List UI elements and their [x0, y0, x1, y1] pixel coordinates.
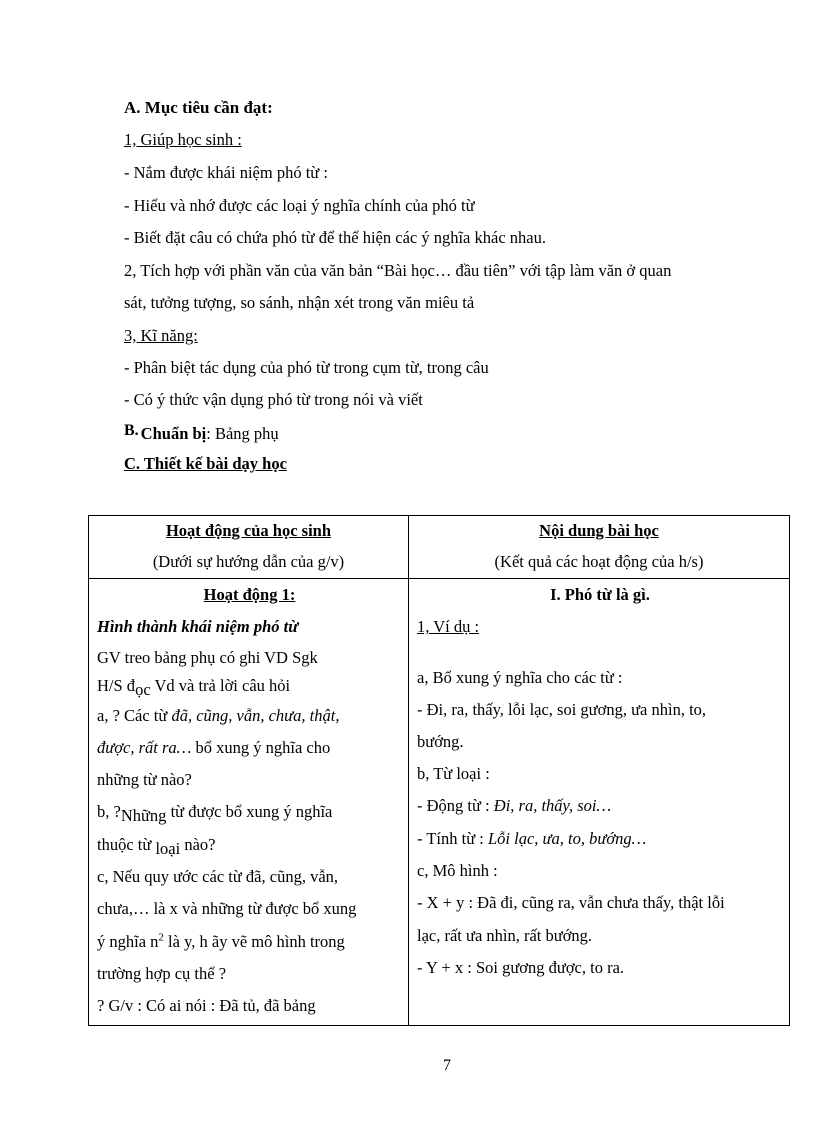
- qa-text: a, ? Các từ: [97, 705, 172, 725]
- qc-text: là y, h ãy vẽ mô hình trong: [163, 931, 345, 951]
- a-line1: - Đi, ra, thấy, lỗi lạc, soi gương, ưa nhìn, to,: [417, 699, 707, 719]
- lesson-content-cell: [409, 579, 790, 1026]
- question-c-line2: chưa,… là x và những từ được bổ xung: [97, 899, 357, 919]
- table-body-row: [89, 579, 790, 1026]
- qb-text: Những: [120, 806, 167, 826]
- qb-text: b, ?: [97, 802, 121, 822]
- hs-line: [97, 672, 402, 700]
- qc-text: ý nghĩa n: [97, 931, 159, 951]
- integrate-line: 2, Tích hợp với phần văn của văn bản “Bài học… đầu tiên” với tập làm văn ở quan: [124, 261, 672, 280]
- question-a-line3: những từ nào?: [97, 770, 192, 790]
- qa-italic: đã, cũng, vẫn, chưa, thật,: [171, 705, 340, 725]
- activity-title: Hoạt động 1:: [203, 585, 296, 604]
- left-header-cell: [89, 516, 409, 579]
- question-b-line1: [97, 796, 402, 828]
- right-header-sub: (Kết quả các hoạt động của h/s): [494, 552, 704, 571]
- a-title: a, Bổ xung ý nghĩa cho các từ :: [417, 667, 623, 687]
- design-heading: C. Thiết kế bài dạy học: [124, 454, 287, 473]
- question-c-line1: c, Nếu quy ước các từ đã, cũng, vẫn,: [97, 867, 339, 887]
- page-number: 7: [443, 1057, 451, 1074]
- qc-superscript: 2: [158, 931, 164, 944]
- qb-text: loại: [155, 838, 181, 858]
- gv-line: GV treo bảng phụ có ghi VD Sgk: [97, 647, 318, 667]
- hs-text: Vd và trả lời câu hỏi: [150, 675, 291, 695]
- example-title: 1, Ví dụ :: [417, 617, 480, 637]
- prepare-label: Chuẩn bị: [140, 424, 207, 443]
- c-title: c, Mô hình :: [417, 861, 498, 881]
- left-header-sub: (Dưới sự hướng dẫn của g/v): [152, 552, 345, 571]
- student-activities-cell: [89, 579, 409, 1026]
- gv-note: ? G/v : Có ai nói : Đã tủ, đã bảng: [97, 996, 316, 1016]
- right-header-cell: [409, 516, 790, 579]
- verb-line: [417, 790, 783, 822]
- objectives-heading: A. Mục tiêu cần đạt:: [124, 98, 273, 117]
- lesson-table: [88, 515, 790, 1026]
- a-line2: bướng.: [417, 731, 464, 751]
- integrate-line: sát, tưởng tượng, so sánh, nhận xét trong văn miêu tả: [124, 293, 475, 312]
- prepare-letter: B.: [124, 422, 139, 439]
- left-header-title: Hoạt động của học sinh: [165, 521, 332, 540]
- help-item: - Biết đặt câu có chứa phó từ để thể hiện các ý nghĩa khác nhau.: [124, 228, 546, 247]
- question-b-line2: [97, 829, 402, 861]
- skills-item: - Phân biệt tác dụng của phó từ trong cụm từ, trong câu: [124, 358, 489, 377]
- skills-title: 3, Kĩ năng:: [124, 326, 198, 345]
- question-c-line4: trường hợp cụ thể ?: [97, 963, 227, 983]
- verb-value: Đi, ra, thấy, soi…: [493, 796, 612, 816]
- adj-line: [417, 823, 783, 855]
- qb-text: thuộc từ: [97, 834, 156, 854]
- qb-text: từ được bổ xung ý nghĩa: [166, 802, 333, 822]
- section-title: I. Phó từ là gì.: [550, 585, 650, 604]
- adj-value: Lỗi lạc, ưa, to, bướng…: [487, 828, 647, 848]
- model1-line1: - X + y : Đã đi, cũng ra, vẫn chưa thấy, thật lỗi: [417, 893, 725, 913]
- prepare-line: [124, 424, 279, 444]
- question-a-line1: [97, 700, 402, 732]
- right-header-title: Nội dung bài học: [539, 521, 659, 540]
- qa-italic: được, rất ra…: [97, 737, 192, 757]
- qa-text: bổ xung ý nghĩa cho: [191, 737, 331, 757]
- question-c-line3: [97, 926, 402, 958]
- model2-line: - Y + x : Soi gương được, to ra.: [417, 957, 625, 977]
- hs-text: ọc: [135, 679, 151, 699]
- help-title: 1, Giúp học sinh :: [124, 130, 242, 149]
- verb-label: - Động từ :: [417, 796, 494, 816]
- table-header-row: [89, 516, 790, 579]
- model1-line2: lạc, rất ưa nhìn, rất bướng.: [417, 925, 593, 945]
- question-a-line2: [97, 732, 402, 764]
- prepare-value: : Bảng phụ: [206, 424, 279, 443]
- skills-item: - Có ý thức vận dụng phó từ trong nói và viết: [124, 390, 423, 409]
- adj-label: - Tính từ :: [417, 828, 488, 848]
- concept-title: Hình thành khái niệm phó từ: [97, 617, 299, 637]
- help-item: - Hiểu và nhớ được các loại ý nghĩa chính của phó từ: [124, 196, 475, 215]
- qb-text: nào?: [180, 834, 216, 854]
- hs-text: H/S đ: [97, 675, 136, 695]
- b-title: b, Từ loại :: [417, 764, 490, 784]
- help-item: - Nắm được khái niệm phó từ :: [124, 163, 328, 182]
